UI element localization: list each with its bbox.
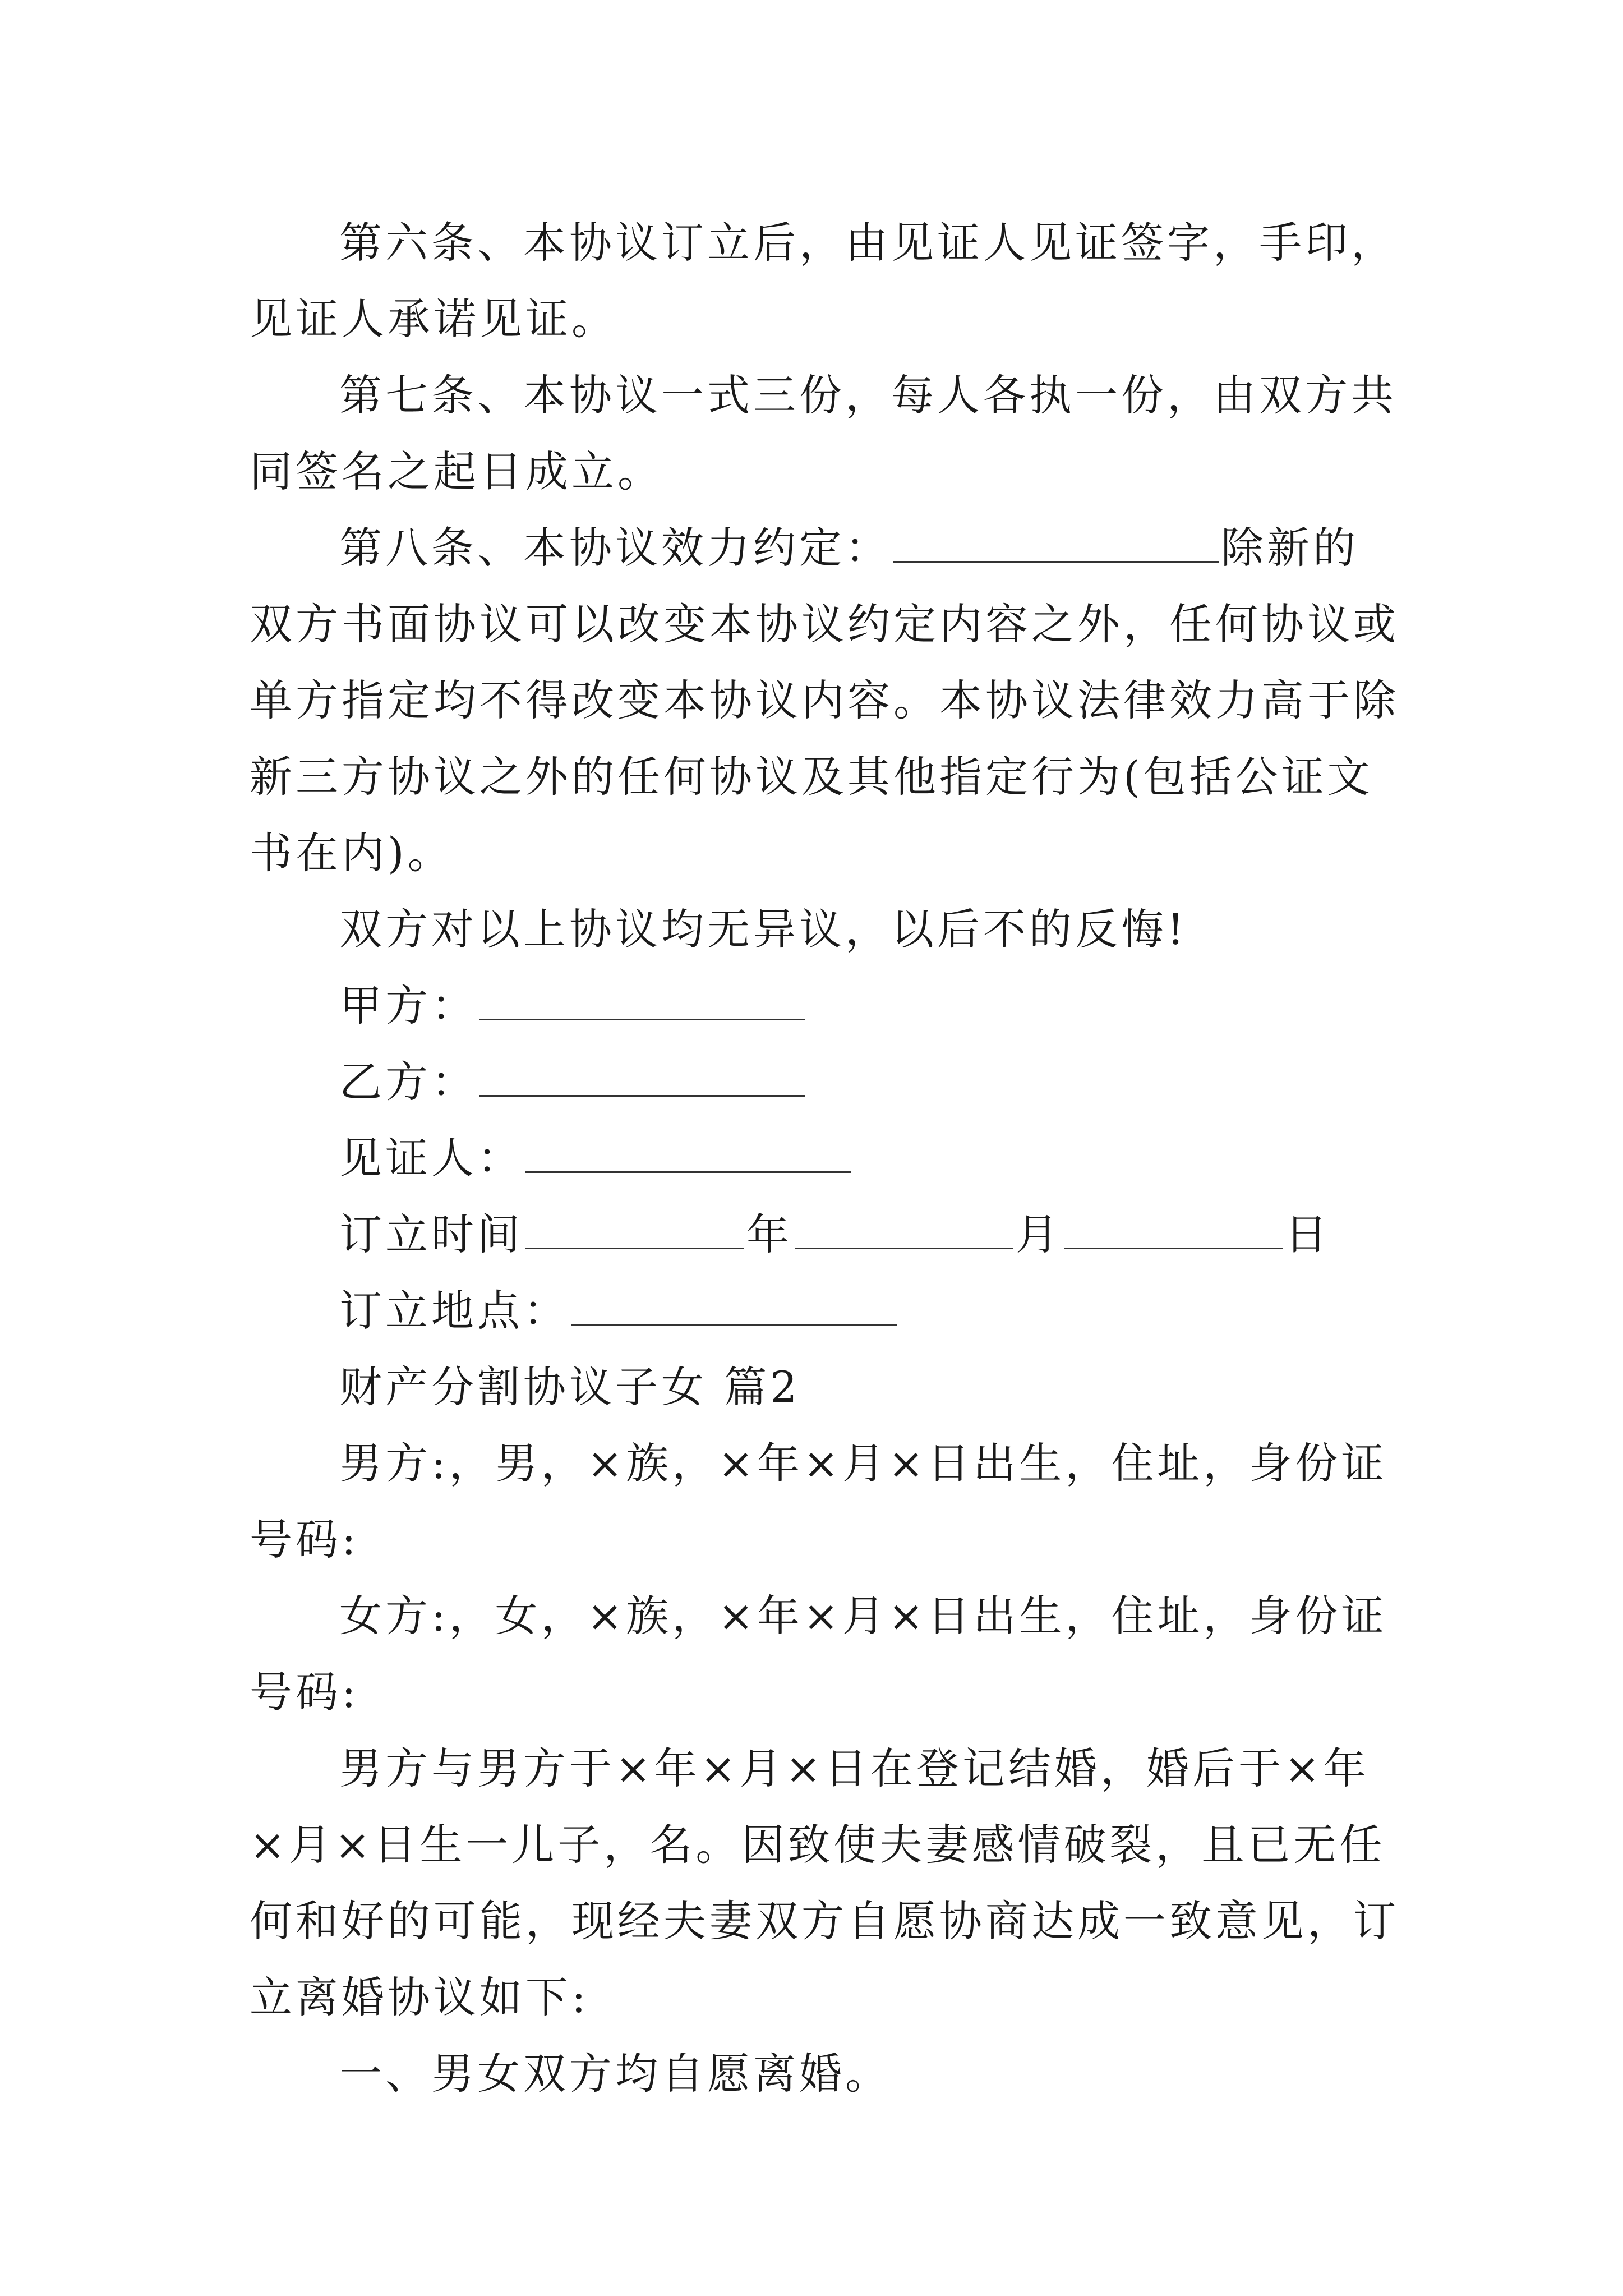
- day-blank: [1064, 1213, 1283, 1249]
- party-a-label: 甲方：: [339, 981, 477, 1030]
- article-8-text: 除新的双方书面协议可以改变本协议约定内容之外，任何协议或单方指定均不得改变本协议内容。本协议法律效力高于除新三方协议之外的任何协议及其他指定行为(包括公证文书在内)。: [250, 523, 1399, 878]
- party-b-signature-blank: [479, 1060, 805, 1097]
- signing-place-blank: [571, 1289, 897, 1326]
- article-8-paragraph: [250, 510, 1399, 891]
- article-8-blank: [893, 526, 1219, 563]
- article-6-paragraph: 第六条、本协议订立后，由见证人见证签字，手印，见证人承诺见证。: [250, 218, 1397, 344]
- year-label: 年: [746, 1209, 792, 1259]
- agreement-statement: 双方对以上协议均无异议，以后不的反悔!: [339, 904, 1188, 954]
- signing-place-label: 订立地点：: [339, 1286, 569, 1336]
- signing-date-label: 订立时间: [339, 1209, 523, 1259]
- day-label: 日: [1285, 1209, 1331, 1259]
- document-body: [250, 205, 1399, 2112]
- party-a-signature-blank: [479, 984, 805, 1020]
- article-7-paragraph: 第七条、本协议一式三份，每人各执一份，由双方共同签名之起日成立。: [250, 370, 1397, 496]
- signing-place-line: [250, 1273, 1399, 1349]
- month-label: 月: [1016, 1209, 1062, 1259]
- party-b-label: 乙方：: [339, 1057, 477, 1107]
- witness-signature-blank: [525, 1137, 851, 1173]
- witness-line: [250, 1120, 1399, 1197]
- witness-label: 见证人：: [339, 1133, 523, 1183]
- signing-date-line: [250, 1197, 1399, 1273]
- marriage-info-paragraph: 男方与男方于×年×月×日在登记结婚，婚后于×年×月×日生一儿子，名。因致使夫妻感情破裂，且已无任何和好的可能，现经夫妻双方自愿协商达成一致意见，订立离婚协议如下:: [250, 1743, 1399, 2022]
- year-blank: [525, 1213, 744, 1249]
- section-2-title: 财产分割协议子女 篇2: [339, 1362, 801, 1412]
- party-b-line: [250, 1044, 1399, 1120]
- agreement-item-1: 一、男女双方均自愿离婚。: [339, 2049, 891, 2099]
- male-party-info: 男方:，男，×族，×年×月×日出生，住址，身份证号码:: [250, 1438, 1387, 1565]
- article-8-label: 第八条、本协议效力约定：: [339, 523, 891, 573]
- month-blank: [795, 1213, 1013, 1249]
- female-party-info: 女方:，女，×族，×年×月×日出生，住址，身份证号码:: [250, 1591, 1387, 1717]
- party-a-line: [250, 968, 1399, 1044]
